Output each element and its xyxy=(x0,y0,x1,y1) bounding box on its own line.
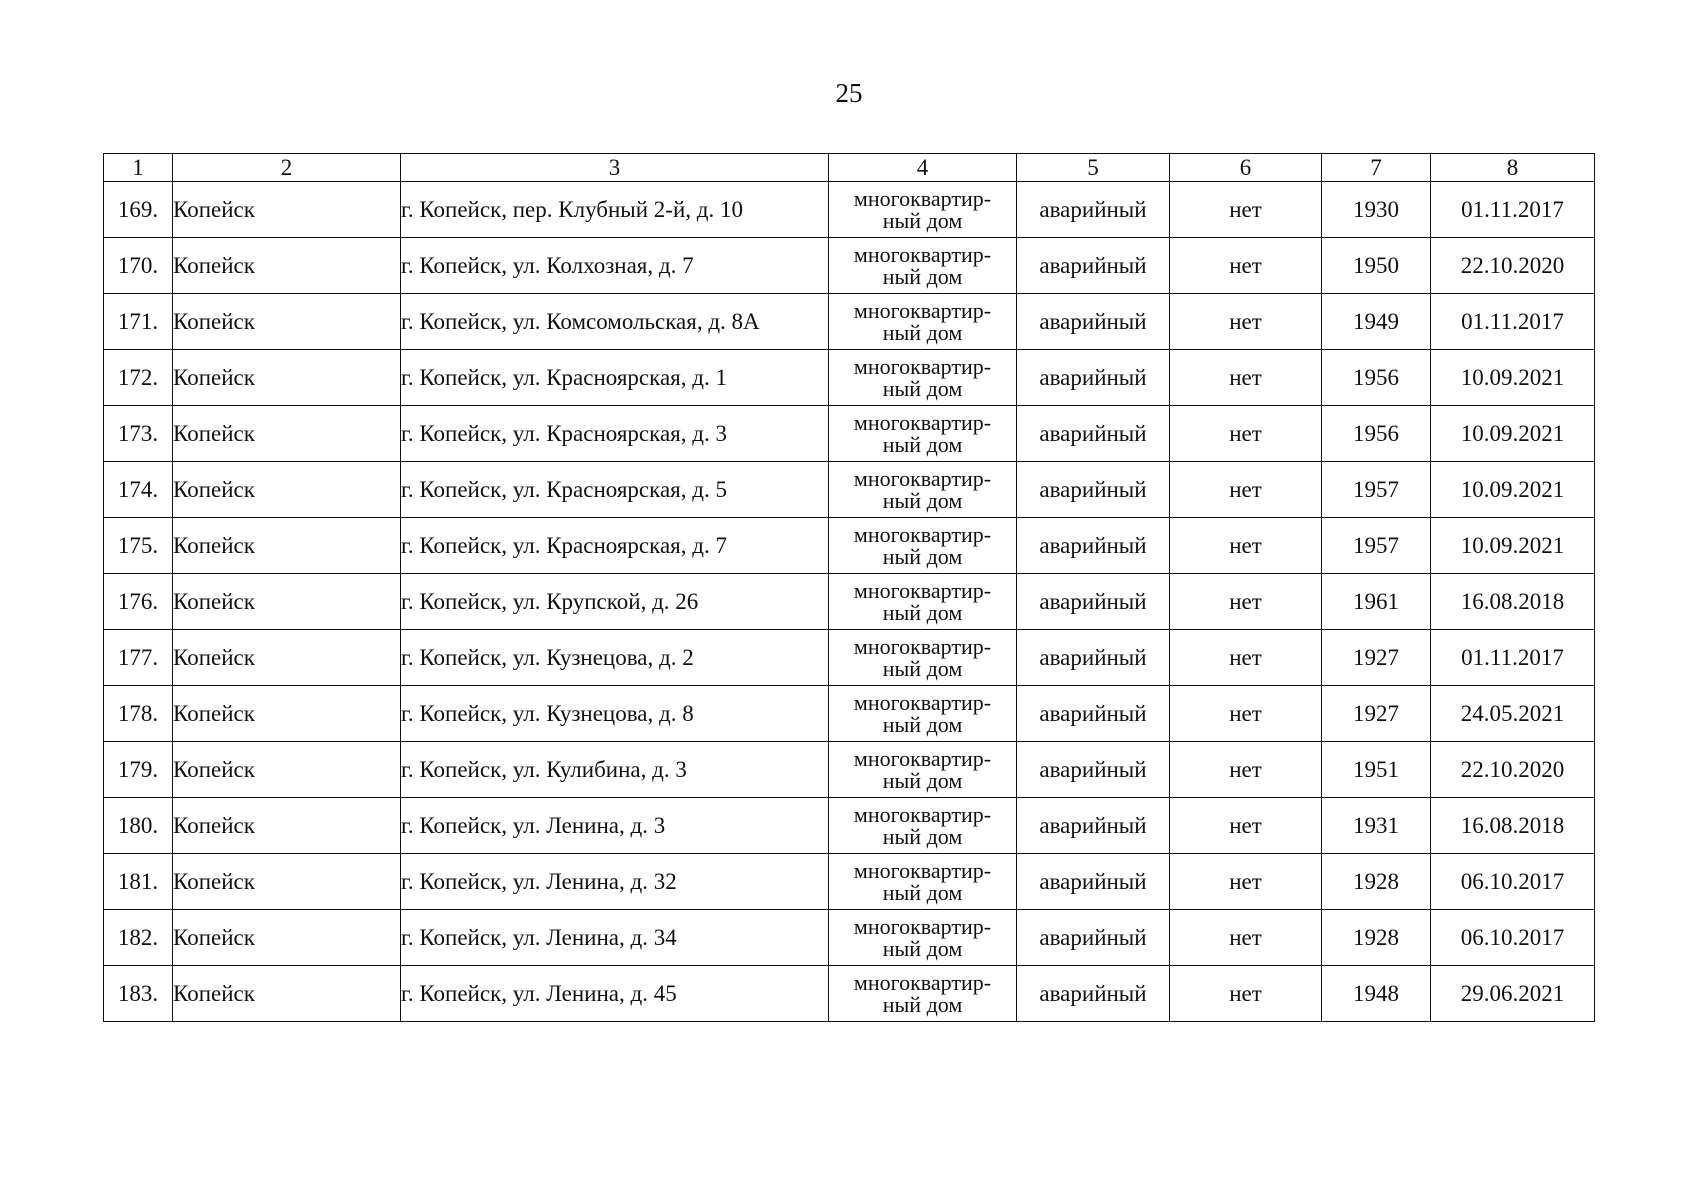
building-type-cell xyxy=(829,798,1017,854)
table-row xyxy=(104,238,1595,294)
table-row xyxy=(104,350,1595,406)
building-type-cell xyxy=(829,518,1017,574)
city-cell: Копейск xyxy=(173,798,401,854)
row-number: 172. xyxy=(104,350,173,406)
address-cell: г. Копейск, ул. Ленина, д. 34 xyxy=(401,910,829,966)
date-cell: 24.05.2021 xyxy=(1431,686,1595,742)
building-type-line: ный дом xyxy=(882,319,963,345)
address-cell: г. Копейск, ул. Ленина, д. 45 xyxy=(401,966,829,1022)
address-cell: г. Копейск, ул. Красноярская, д. 1 xyxy=(401,350,829,406)
condition-cell: аварийный xyxy=(1017,742,1170,798)
table-row xyxy=(104,854,1595,910)
building-type-line: ный дом xyxy=(882,991,963,1017)
year-cell: 1927 xyxy=(1322,686,1431,742)
row-number: 180. xyxy=(104,798,173,854)
date-cell: 22.10.2020 xyxy=(1431,742,1595,798)
address-cell: г. Копейск, ул. Кузнецова, д. 8 xyxy=(401,686,829,742)
year-cell: 1930 xyxy=(1322,182,1431,238)
table-row xyxy=(104,630,1595,686)
building-type-line: ный дом xyxy=(882,207,963,233)
flag-cell: нет xyxy=(1170,406,1322,462)
flag-cell: нет xyxy=(1170,182,1322,238)
city-cell: Копейск xyxy=(173,462,401,518)
building-type-line: ный дом xyxy=(882,599,963,625)
flag-cell: нет xyxy=(1170,854,1322,910)
building-type-line: ный дом xyxy=(882,431,963,457)
address-cell: г. Копейск, ул. Красноярская, д. 5 xyxy=(401,462,829,518)
building-type-cell xyxy=(829,742,1017,798)
date-cell: 10.09.2021 xyxy=(1431,518,1595,574)
year-cell: 1951 xyxy=(1322,742,1431,798)
building-type-line: многоквартир- xyxy=(853,521,992,547)
row-number: 182. xyxy=(104,910,173,966)
housing-table xyxy=(103,153,1595,1022)
condition-cell: аварийный xyxy=(1017,518,1170,574)
building-type-cell xyxy=(829,630,1017,686)
year-cell: 1957 xyxy=(1322,462,1431,518)
date-cell: 10.09.2021 xyxy=(1431,350,1595,406)
flag-cell: нет xyxy=(1170,294,1322,350)
city-cell: Копейск xyxy=(173,350,401,406)
city-cell: Копейск xyxy=(173,854,401,910)
row-number: 183. xyxy=(104,966,173,1022)
date-cell: 16.08.2018 xyxy=(1431,798,1595,854)
building-type-line: ный дом xyxy=(882,263,963,289)
condition-cell: аварийный xyxy=(1017,854,1170,910)
year-cell: 1931 xyxy=(1322,798,1431,854)
date-cell: 01.11.2017 xyxy=(1431,630,1595,686)
address-cell: г. Копейск, ул. Ленина, д. 32 xyxy=(401,854,829,910)
building-type-cell xyxy=(829,854,1017,910)
building-type-line: ный дом xyxy=(882,375,963,401)
condition-cell: аварийный xyxy=(1017,686,1170,742)
address-cell: г. Копейск, ул. Колхозная, д. 7 xyxy=(401,238,829,294)
date-cell: 22.10.2020 xyxy=(1431,238,1595,294)
flag-cell: нет xyxy=(1170,238,1322,294)
date-cell: 01.11.2017 xyxy=(1431,294,1595,350)
table-row xyxy=(104,910,1595,966)
date-cell: 01.11.2017 xyxy=(1431,182,1595,238)
condition-cell: аварийный xyxy=(1017,574,1170,630)
condition-cell: аварийный xyxy=(1017,966,1170,1022)
building-type-cell xyxy=(829,406,1017,462)
building-type-cell xyxy=(829,462,1017,518)
table-row xyxy=(104,294,1595,350)
flag-cell: нет xyxy=(1170,630,1322,686)
address-cell: г. Копейск, ул. Комсомольская, д. 8А xyxy=(401,294,829,350)
building-type-cell xyxy=(829,182,1017,238)
building-type-cell xyxy=(829,686,1017,742)
city-cell: Копейск xyxy=(173,630,401,686)
year-cell: 1928 xyxy=(1322,910,1431,966)
year-cell: 1956 xyxy=(1322,406,1431,462)
flag-cell: нет xyxy=(1170,518,1322,574)
building-type-line: многоквартир- xyxy=(853,465,992,491)
row-number: 177. xyxy=(104,630,173,686)
city-cell: Копейск xyxy=(173,910,401,966)
table-row xyxy=(104,686,1595,742)
flag-cell: нет xyxy=(1170,798,1322,854)
city-cell: Копейск xyxy=(173,182,401,238)
city-cell: Копейск xyxy=(173,238,401,294)
row-number: 178. xyxy=(104,686,173,742)
header-cell: 1 xyxy=(104,154,173,182)
building-type-cell xyxy=(829,238,1017,294)
city-cell: Копейск xyxy=(173,574,401,630)
building-type-line: многоквартир- xyxy=(853,577,992,603)
building-type-line: многоквартир- xyxy=(853,857,992,883)
address-cell: г. Копейск, ул. Красноярская, д. 3 xyxy=(401,406,829,462)
flag-cell: нет xyxy=(1170,686,1322,742)
header-cell: 2 xyxy=(173,154,401,182)
flag-cell: нет xyxy=(1170,910,1322,966)
city-cell: Копейск xyxy=(173,966,401,1022)
table-row xyxy=(104,462,1595,518)
condition-cell: аварийный xyxy=(1017,462,1170,518)
building-type-line: многоквартир- xyxy=(853,353,992,379)
address-cell: г. Копейск, ул. Ленина, д. 3 xyxy=(401,798,829,854)
address-cell: г. Копейск, пер. Клубный 2-й, д. 10 xyxy=(401,182,829,238)
flag-cell: нет xyxy=(1170,574,1322,630)
building-type-cell xyxy=(829,294,1017,350)
building-type-line: многоквартир- xyxy=(853,745,992,771)
date-cell: 10.09.2021 xyxy=(1431,462,1595,518)
row-number: 176. xyxy=(104,574,173,630)
flag-cell: нет xyxy=(1170,462,1322,518)
header-row xyxy=(104,154,1595,182)
date-cell: 10.09.2021 xyxy=(1431,406,1595,462)
building-type-line: многоквартир- xyxy=(853,913,992,939)
header-cell: 6 xyxy=(1170,154,1322,182)
header-cell: 7 xyxy=(1322,154,1431,182)
flag-cell: нет xyxy=(1170,350,1322,406)
city-cell: Копейск xyxy=(173,294,401,350)
table-row xyxy=(104,966,1595,1022)
table-header xyxy=(104,154,1595,182)
building-type-line: многоквартир- xyxy=(853,633,992,659)
row-number: 174. xyxy=(104,462,173,518)
building-type-line: ный дом xyxy=(882,543,963,569)
header-cell: 5 xyxy=(1017,154,1170,182)
table-row xyxy=(104,742,1595,798)
year-cell: 1927 xyxy=(1322,630,1431,686)
page-number: 25 xyxy=(835,78,863,108)
condition-cell: аварийный xyxy=(1017,406,1170,462)
city-cell: Копейск xyxy=(173,518,401,574)
row-number: 169. xyxy=(104,182,173,238)
building-type-line: многоквартир- xyxy=(853,241,992,267)
building-type-cell xyxy=(829,966,1017,1022)
header-cell: 4 xyxy=(829,154,1017,182)
city-cell: Копейск xyxy=(173,686,401,742)
row-number: 170. xyxy=(104,238,173,294)
table-row xyxy=(104,182,1595,238)
year-cell: 1961 xyxy=(1322,574,1431,630)
row-number: 179. xyxy=(104,742,173,798)
address-cell: г. Копейск, ул. Кулибина, д. 3 xyxy=(401,742,829,798)
building-type-cell xyxy=(829,350,1017,406)
flag-cell: нет xyxy=(1170,742,1322,798)
table-row xyxy=(104,798,1595,854)
row-number: 181. xyxy=(104,854,173,910)
flag-cell: нет xyxy=(1170,966,1322,1022)
table-body xyxy=(104,182,1595,1022)
row-number: 175. xyxy=(104,518,173,574)
building-type-cell xyxy=(829,910,1017,966)
condition-cell: аварийный xyxy=(1017,294,1170,350)
building-type-line: ный дом xyxy=(882,823,963,849)
row-number: 173. xyxy=(104,406,173,462)
condition-cell: аварийный xyxy=(1017,238,1170,294)
header-cell: 3 xyxy=(401,154,829,182)
year-cell: 1957 xyxy=(1322,518,1431,574)
condition-cell: аварийный xyxy=(1017,630,1170,686)
building-type-cell xyxy=(829,574,1017,630)
condition-cell: аварийный xyxy=(1017,350,1170,406)
building-type-line: многоквартир- xyxy=(853,969,992,995)
building-type-line: многоквартир- xyxy=(853,801,992,827)
year-cell: 1928 xyxy=(1322,854,1431,910)
condition-cell: аварийный xyxy=(1017,798,1170,854)
date-cell: 16.08.2018 xyxy=(1431,574,1595,630)
condition-cell: аварийный xyxy=(1017,910,1170,966)
building-type-line: многоквартир- xyxy=(853,409,992,435)
building-type-line: ный дом xyxy=(882,487,963,513)
year-cell: 1950 xyxy=(1322,238,1431,294)
building-type-line: ный дом xyxy=(882,711,963,737)
date-cell: 29.06.2021 xyxy=(1431,966,1595,1022)
building-type-line: многоквартир- xyxy=(853,689,992,715)
building-type-line: ный дом xyxy=(882,935,963,961)
header-cell: 8 xyxy=(1431,154,1595,182)
address-cell: г. Копейск, ул. Красноярская, д. 7 xyxy=(401,518,829,574)
building-type-line: ный дом xyxy=(882,879,963,905)
city-cell: Копейск xyxy=(173,406,401,462)
address-cell: г. Копейск, ул. Крупской, д. 26 xyxy=(401,574,829,630)
table-row xyxy=(104,574,1595,630)
table-row xyxy=(104,518,1595,574)
year-cell: 1956 xyxy=(1322,350,1431,406)
building-type-line: ный дом xyxy=(882,767,963,793)
table-row xyxy=(104,406,1595,462)
building-type-line: ный дом xyxy=(882,655,963,681)
year-cell: 1948 xyxy=(1322,966,1431,1022)
year-cell: 1949 xyxy=(1322,294,1431,350)
date-cell: 06.10.2017 xyxy=(1431,910,1595,966)
date-cell: 06.10.2017 xyxy=(1431,854,1595,910)
building-type-line: многоквартир- xyxy=(853,185,992,211)
address-cell: г. Копейск, ул. Кузнецова, д. 2 xyxy=(401,630,829,686)
building-type-line: многоквартир- xyxy=(853,297,992,323)
row-number: 171. xyxy=(104,294,173,350)
city-cell: Копейск xyxy=(173,742,401,798)
condition-cell: аварийный xyxy=(1017,182,1170,238)
